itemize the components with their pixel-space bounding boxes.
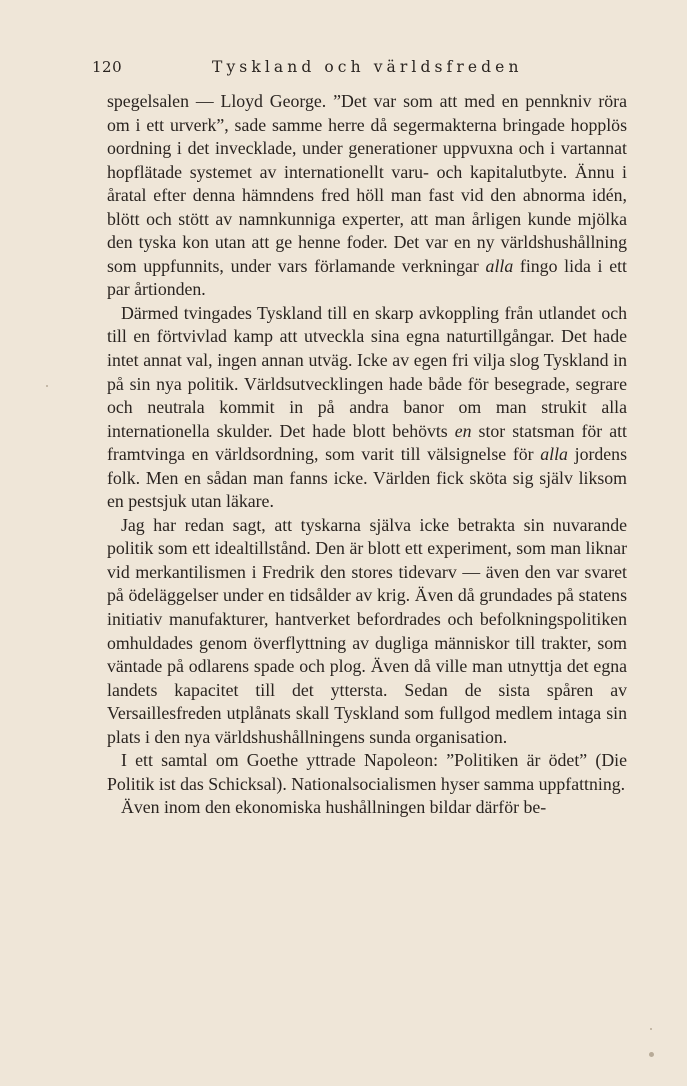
page-header: [92, 58, 624, 86]
paragraph: [107, 302, 627, 514]
running-title: Tyskland och världsfreden: [212, 58, 523, 76]
emphasis-text: en: [454, 420, 472, 441]
paragraph: [107, 749, 627, 796]
text-run: spegelsalen — Lloyd George. ”Det var som att med en pennkniv röra om i ett urverk”, sade samme herre då segermakterna bringade hopplös oordning i det invecklade, under generationer uppvuxna och i vartannat hopflätade systemet av internationellt varu- och kapitalutbyte. Ännu i åratal efter denna hämndens fred höll man fast vid den abnorma idén, blött och stött av namnkunniga experter, att man årligen kunde mjölka den tyska kon utan att ge henne foder. Det var en ny världshushållning som uppfunnits, under vars förlamande verkningar: [107, 91, 627, 276]
text-run: Även inom den ekonomiska hushållningen bildar därför be-: [121, 797, 547, 818]
text-run: jordens folk. Men en sådan man fanns icke. Världen fick sköta sig själv liksom en pestsjuk utan läkare.: [107, 444, 627, 512]
text-run: fingo lida i ett par årtionden.: [107, 255, 627, 300]
paper-speck: [650, 1028, 652, 1030]
text-run: I ett samtal om Goethe yttrade Napoleon: ”Politiken är ödet” (Die Politik ist das Schicksal). Nationalsocialismen hyser samma uppfattning.: [107, 750, 627, 794]
emphasis-text: alla: [485, 255, 514, 276]
paragraph: [107, 514, 627, 749]
text-run: Därmed tvingades Tyskland till en skarp avkoppling från utlandet och till en förtvivlad kamp att utveckla sina egna naturtillgångar. Det hade intet annat val, ingen annan utväg. Icke av egen fri vilja slog Tyskland in på sin nya politik. Världsutvecklingen hade både för besegrade, segrare och neutrala kommit in på andra banor om man strukit alla internationella skulder. Det hade blott behövts: [107, 302, 627, 441]
emphasis-text: alla: [540, 444, 568, 465]
text-run: stor statsman för att framtvinga en världsordning, som varit till välsignelse för: [107, 420, 627, 465]
paper-speck: [46, 385, 48, 387]
paragraph: [107, 90, 627, 302]
paragraph: [107, 796, 627, 820]
body-text: [107, 90, 627, 820]
text-run: Jag har redan sagt, att tyskarna själva icke betrakta sin nuvarande politik som ett idealtillstånd. Den är blott ett experiment, som man liknar vid merkantilismen i Fredrik den stores tidevarv — även den var svaret på ödeläggelser under en tidsålder av krig. Även då grundades på statens initiativ manufakturer, hantverket befordrades och befolkningspolitiken omhuldades genom överflyttning av dugliga människor till trakter, som väntade på odlarens spade och plog. Även då ville man utnyttja det egna landets kapacitet till det yttersta. Sedan de sista spåren av Versaillesfreden utplånats skall Tyskland som fullgod medlem intaga sin plats i den nya världshushållningens sunda organisation.: [107, 514, 627, 747]
page-number: 120: [92, 58, 123, 76]
paper-speck: [649, 1052, 654, 1057]
